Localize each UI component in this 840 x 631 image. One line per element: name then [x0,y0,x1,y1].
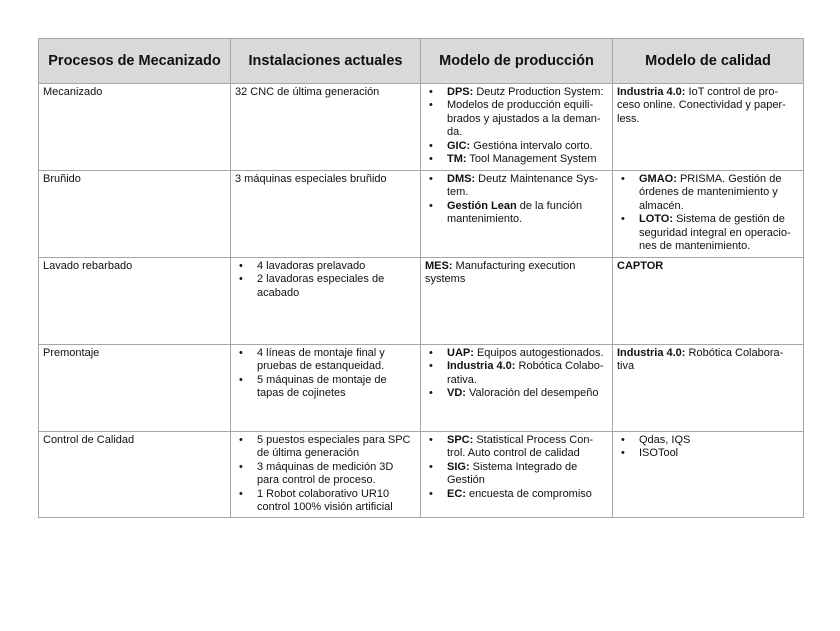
cell-produccion [421,432,613,518]
list-item: • 4 líneas de montaje final y pruebas de estanqueidad. [235,347,416,374]
instalaciones-list [235,347,416,401]
list-item: • 3 máquinas de medición 3D para control de proceso. [235,461,416,488]
cell-proceso: Premontaje [39,345,231,432]
list-item: • GMAO: PRISMA. Gestión de órdenes de mantenimiento y almacén. [617,173,799,213]
header-instalaciones: Instalaciones actuales [231,39,421,84]
cell-calidad: CAPTOR [613,258,804,345]
table-row [39,171,804,258]
cell-proceso: Bruñido [39,171,231,258]
cell-instalaciones [231,258,421,345]
cell-instalaciones: 32 CNC de última generación [231,84,421,171]
list-item: • Gestión Lean de la función mantenimiento. [425,200,608,227]
cell-calidad [613,432,804,518]
cell-proceso: Control de Calidad [39,432,231,518]
list-item: • UAP: Equipos autogestionados. [425,347,608,360]
list-item: • Industria 4.0: Robótica Colabo-rativa. [425,360,608,387]
list-item: • Qdas, IQS [617,434,799,447]
processes-table [38,38,804,518]
produccion-list [425,434,608,501]
list-item: • 5 puestos especiales para SPC de última generación [235,434,416,461]
cell-instalaciones [231,432,421,518]
list-item: • EC: encuesta de compromiso [425,488,608,501]
cell-produccion: MES: Manufacturing execution systems [421,258,613,345]
table-row [39,84,804,171]
cell-produccion [421,84,613,171]
list-item: • SIG: Sistema Integrado de Gestión [425,461,608,488]
list-item: • 1 Robot colaborativo UR10 control 100% visión artificial [235,488,416,515]
calidad-list [617,173,799,253]
instalaciones-list [235,434,416,514]
produccion-list [425,347,608,401]
cell-produccion [421,171,613,258]
cell-proceso: Mecanizado [39,84,231,171]
list-item: • VD: Valoración del desempeño [425,387,608,400]
header-produccion: Modelo de producción [421,39,613,84]
cell-instalaciones: 3 máquinas especiales bruñido [231,171,421,258]
header-procesos: Procesos de Mecanizado [39,39,231,84]
produccion-list [425,86,608,166]
list-item: • ISOTool [617,447,799,460]
list-item: • DPS: Deutz Production System: [425,86,608,99]
list-item: • SPC: Statistical Process Con-trol. Auto control de calidad [425,434,608,461]
table-row [39,345,804,432]
list-item: • DMS: Deutz Maintenance Sys-tem. [425,173,608,200]
cell-calidad [613,171,804,258]
cell-calidad: Industria 4.0: Robótica Colabora-tiva [613,345,804,432]
list-item: • TM: Tool Management System [425,153,608,166]
list-item: • Modelos de producción equili-brados y ajustados a la deman-da. [425,99,608,139]
header-row [39,39,804,84]
produccion-list [425,173,608,227]
cell-produccion [421,345,613,432]
table-row [39,258,804,345]
list-item: • 5 máquinas de montaje de tapas de cojinetes [235,374,416,401]
list-item: • GIC: Gestióna intervalo corto. [425,140,608,153]
cell-proceso: Lavado rebarbado [39,258,231,345]
list-item: • 2 lavadoras especiales de acabado [235,273,416,300]
list-item: • LOTO: Sistema de gestión de seguridad integral en operacio-nes de mantenimiento. [617,213,799,253]
table-row [39,432,804,518]
cell-instalaciones [231,345,421,432]
instalaciones-list [235,260,416,300]
header-calidad: Modelo de calidad [613,39,804,84]
cell-calidad: Industria 4.0: IoT control de pro-ceso online. Conectividad y paper-less. [613,84,804,171]
calidad-list [617,434,799,461]
list-item: • 4 lavadoras prelavado [235,260,416,273]
